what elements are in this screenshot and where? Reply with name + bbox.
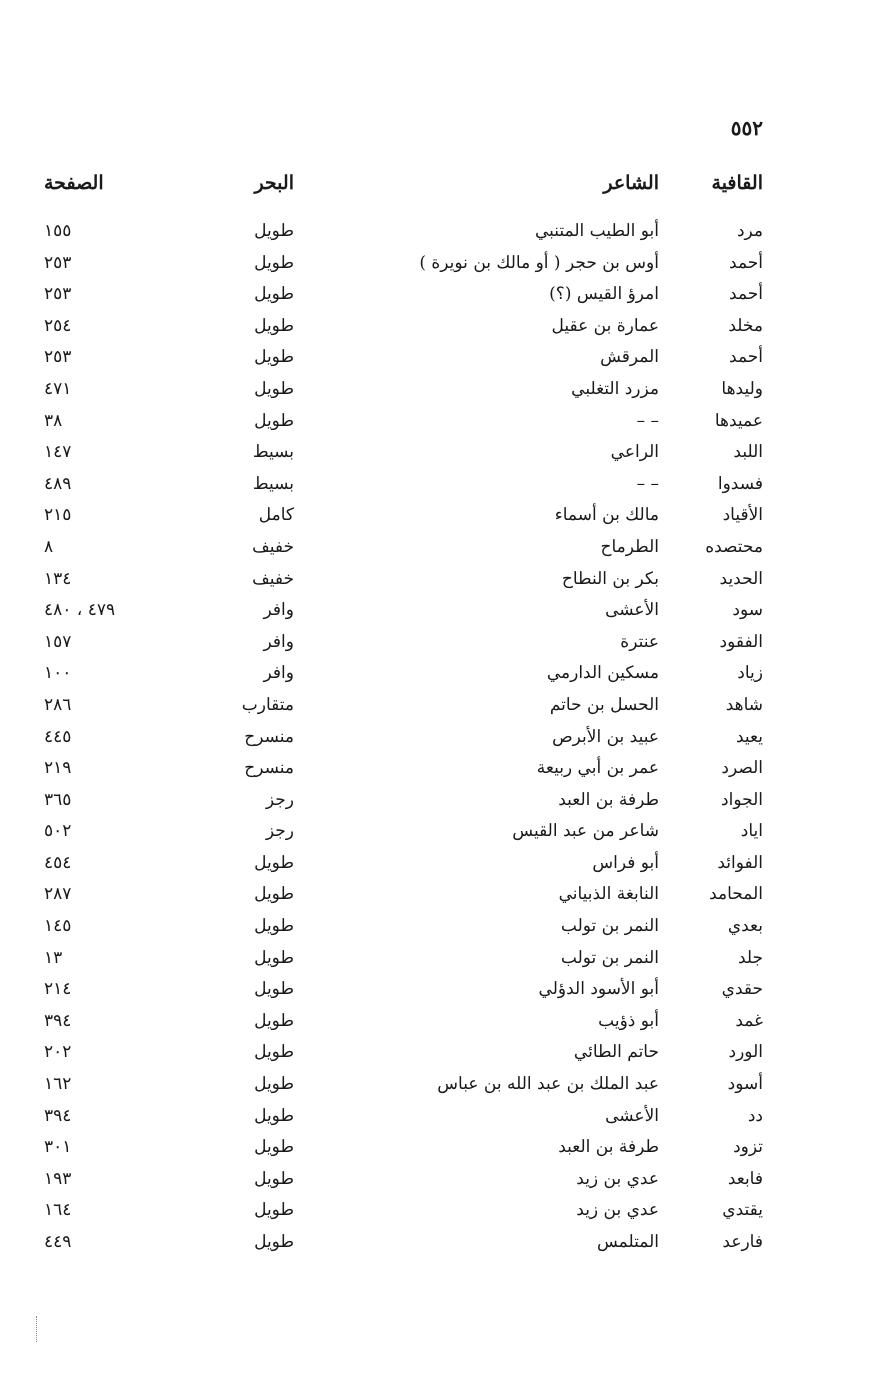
rhyme-cell: جلد: [737, 947, 763, 968]
page-cell: ٤٨٩: [44, 473, 72, 494]
page-cell: ٨: [44, 536, 54, 557]
meter-cell: طويل: [254, 916, 294, 937]
page-cell: ٤٥٤: [44, 852, 72, 873]
rhyme-cell: يعيد: [736, 726, 763, 747]
rhyme-cell: الورد: [728, 1042, 763, 1063]
rhyme-cell: زياد: [737, 663, 763, 684]
table-row: [0, 437, 879, 469]
table-row: [0, 1006, 879, 1038]
rhyme-cell: وليدها: [721, 378, 763, 399]
meter-cell: طويل: [254, 410, 294, 431]
meter-cell: كامل: [258, 505, 294, 526]
table-row: [0, 279, 879, 311]
page-cell: ١٤٥: [44, 916, 72, 937]
poet-cell: المرقش: [600, 347, 659, 368]
meter-cell: طويل: [254, 1074, 294, 1095]
table-row: [0, 374, 879, 406]
page-cell: ١٩٣: [44, 1168, 72, 1189]
meter-cell: وافر: [263, 600, 294, 621]
page-cell: ١٠٠: [44, 663, 72, 684]
meter-cell: خفيف: [252, 536, 294, 557]
table-row: [0, 943, 879, 975]
rhyme-cell: دد: [747, 1105, 763, 1126]
rhyme-cell: حقدي: [721, 979, 763, 1000]
table-row: [0, 785, 879, 817]
rhyme-cell: الأقياد: [722, 505, 763, 526]
meter-cell: وافر: [263, 631, 294, 652]
poet-cell: أبو فراس: [592, 852, 659, 873]
poet-cell: النمر بن تولب: [560, 947, 659, 968]
page-cell: ١٣٤: [44, 568, 72, 589]
table-row: [0, 564, 879, 596]
header-rhyme: القافية: [711, 172, 763, 194]
meter-cell: خفيف: [252, 568, 294, 589]
poet-cell: الأعشى: [605, 600, 659, 621]
table-row: [0, 1132, 879, 1164]
header-page: الصفحة: [44, 172, 104, 194]
table-row: [0, 1101, 879, 1133]
rhyme-cell: الصرد: [721, 758, 763, 779]
poet-cell: أبو الطيب المتنبي: [534, 221, 659, 241]
poet-cell: أبو ذؤيب: [598, 1010, 659, 1031]
rhyme-cell: أحمد: [729, 347, 763, 368]
meter-cell: طويل: [254, 315, 294, 336]
meter-cell: طويل: [254, 1168, 294, 1189]
rhyme-cell: بعدي: [727, 916, 763, 937]
rhyme-cell: غمد: [735, 1010, 763, 1031]
page-number: ٥٥٢: [730, 116, 763, 140]
meter-cell: طويل: [254, 1010, 294, 1031]
poet-cell: امرؤ القيس (؟): [549, 284, 659, 305]
table-row: [0, 974, 879, 1006]
poet-cell: عمر بن أبي ربيعة: [536, 758, 659, 779]
page-cell: ٢١٥: [44, 505, 72, 526]
rhyme-cell: اللبد: [733, 442, 763, 463]
meter-cell: طويل: [254, 378, 294, 399]
poet-cell: بكر بن النطاح: [561, 568, 659, 589]
meter-cell: منسرح: [244, 758, 294, 779]
rhyme-cell: محتصده: [705, 536, 763, 557]
table-row: [0, 311, 879, 343]
page-cell: ١٥٥: [44, 221, 72, 241]
rhyme-cell: الجواد: [721, 789, 763, 810]
page-cell: ٤٤٥: [44, 726, 72, 747]
meter-cell: رجز: [265, 821, 294, 842]
table-row: [0, 1195, 879, 1227]
table-row: [0, 342, 879, 374]
page-cell: ١٤٧: [44, 442, 72, 463]
rhyme-cell: الحديد: [719, 568, 763, 589]
page-cell: ٣٠١: [44, 1137, 72, 1158]
table-row: [0, 753, 879, 785]
poet-cell: عمارة بن عقيل: [551, 315, 659, 336]
rhyme-cell: مرد: [736, 221, 763, 241]
table-row: [0, 469, 879, 501]
table-row: [0, 595, 879, 627]
table-header: [0, 166, 879, 200]
table-row: [0, 216, 879, 248]
meter-cell: طويل: [254, 852, 294, 873]
table-row: [0, 658, 879, 690]
meter-cell: طويل: [254, 979, 294, 1000]
poet-cell: – –: [636, 473, 659, 494]
page-cell: ٤٧١: [44, 378, 72, 399]
meter-cell: طويل: [254, 1200, 294, 1221]
meter-cell: طويل: [254, 1232, 294, 1252]
poet-cell: عبد الملك بن عبد الله بن عباس: [437, 1074, 659, 1095]
poet-cell: حاتم الطائي: [573, 1042, 659, 1063]
rhyme-cell: أحمد: [729, 284, 763, 305]
rhyme-cell: الفوائد: [717, 852, 763, 873]
rhyme-cell: فابعد: [727, 1168, 763, 1189]
poet-cell: مزرد التغلبي: [571, 378, 659, 399]
rhyme-cell: عميدها: [714, 410, 763, 431]
header-poet: الشاعر: [603, 172, 659, 194]
page-cell: ٢٠٢: [44, 1042, 72, 1063]
poet-cell: الراعي: [610, 442, 659, 463]
table-row: [0, 1227, 879, 1259]
poet-cell: الحسل بن حاتم: [549, 694, 659, 715]
poet-cell: شاعر من عبد القيس: [512, 821, 659, 842]
page-cell: ٢٥٣: [44, 252, 72, 273]
table-row: [0, 911, 879, 943]
poet-cell: النابغة الذبياني: [558, 884, 659, 905]
page-cell: ٤٧٩ ، ٤٨٠: [44, 600, 116, 621]
poet-cell: الأعشى: [605, 1105, 659, 1126]
poet-cell: أبو الأسود الدؤلي: [538, 979, 659, 1000]
poet-cell: عبيد بن الأبرص: [552, 726, 659, 747]
poet-cell: أوس بن حجر ( أو مالك بن نويرة ): [419, 252, 659, 273]
page-cell: ١٣: [44, 947, 63, 968]
rhyme-cell: شاهد: [725, 694, 763, 715]
meter-cell: منسرح: [244, 726, 294, 747]
table-row: [0, 848, 879, 880]
page-cell: ٤٤٩: [44, 1232, 72, 1252]
meter-cell: طويل: [254, 284, 294, 305]
meter-cell: متقارب: [241, 694, 294, 715]
meter-cell: طويل: [254, 347, 294, 368]
page-cell: ٢١٤: [44, 979, 72, 1000]
page-cell: ٣٦٥: [44, 789, 72, 810]
index-table: [0, 216, 879, 1259]
rhyme-cell: يقتدي: [722, 1200, 763, 1221]
table-row: [0, 690, 879, 722]
page-cell: ٢٥٤: [44, 315, 72, 336]
margin-mark: [36, 1316, 39, 1342]
table-row: [0, 500, 879, 532]
page-cell: ١٦٤: [44, 1200, 72, 1221]
meter-cell: طويل: [254, 1042, 294, 1063]
table-row: [0, 879, 879, 911]
page-cell: ١٦٢: [44, 1074, 72, 1095]
meter-cell: طويل: [254, 1105, 294, 1126]
page-cell: ٢٥٣: [44, 284, 72, 305]
rhyme-cell: سود: [732, 600, 763, 621]
page-cell: ٣٨: [44, 410, 63, 431]
poet-cell: الطرماح: [600, 536, 659, 557]
page-cell: ١٥٧: [44, 631, 72, 652]
rhyme-cell: اياد: [740, 821, 763, 842]
rhyme-cell: أحمد: [729, 252, 763, 273]
page-cell: ٢٨٧: [44, 884, 72, 905]
rhyme-cell: المحامد: [709, 884, 763, 905]
poet-cell: عنترة: [620, 631, 659, 652]
meter-cell: طويل: [254, 252, 294, 273]
poet-cell: – –: [636, 410, 659, 431]
poet-cell: طرفة بن العبد: [558, 1137, 659, 1158]
table-row: [0, 722, 879, 754]
page-cell: ٢١٩: [44, 758, 72, 779]
poet-cell: مالك بن أسماء: [554, 505, 659, 526]
meter-cell: بسيط: [252, 473, 294, 494]
table-row: [0, 627, 879, 659]
poet-cell: طرفة بن العبد: [558, 789, 659, 810]
rhyme-cell: الفقود: [719, 631, 763, 652]
rhyme-cell: مخلد: [728, 315, 763, 336]
rhyme-cell: تزود: [733, 1137, 763, 1158]
table-row: [0, 816, 879, 848]
poet-cell: عدي بن زيد: [576, 1200, 659, 1221]
page-cell: ٢٨٦: [44, 694, 72, 715]
meter-cell: طويل: [254, 884, 294, 905]
header-meter: البحر: [254, 172, 294, 194]
table-row: [0, 1164, 879, 1196]
page-cell: ٥٠٢: [44, 821, 72, 842]
table-row: [0, 248, 879, 280]
page-cell: ٣٩٤: [44, 1010, 72, 1031]
meter-cell: طويل: [254, 221, 294, 241]
rhyme-cell: فسدوا: [717, 473, 763, 494]
meter-cell: رجز: [265, 789, 294, 810]
table-row: [0, 1037, 879, 1069]
table-row: [0, 406, 879, 438]
meter-cell: طويل: [254, 947, 294, 968]
page-cell: ٢٥٣: [44, 347, 72, 368]
page-cell: ٣٩٤: [44, 1105, 72, 1126]
poet-cell: النمر بن تولب: [560, 916, 659, 937]
table-row: [0, 532, 879, 564]
rhyme-cell: فارعد: [722, 1232, 763, 1252]
poet-cell: مسكين الدارمي: [546, 663, 659, 684]
meter-cell: بسيط: [252, 442, 294, 463]
table-row: [0, 1069, 879, 1101]
rhyme-cell: أسود: [727, 1074, 763, 1095]
poet-cell: المتلمس: [597, 1232, 659, 1252]
meter-cell: وافر: [263, 663, 294, 684]
poet-cell: عدي بن زيد: [576, 1168, 659, 1189]
meter-cell: طويل: [254, 1137, 294, 1158]
